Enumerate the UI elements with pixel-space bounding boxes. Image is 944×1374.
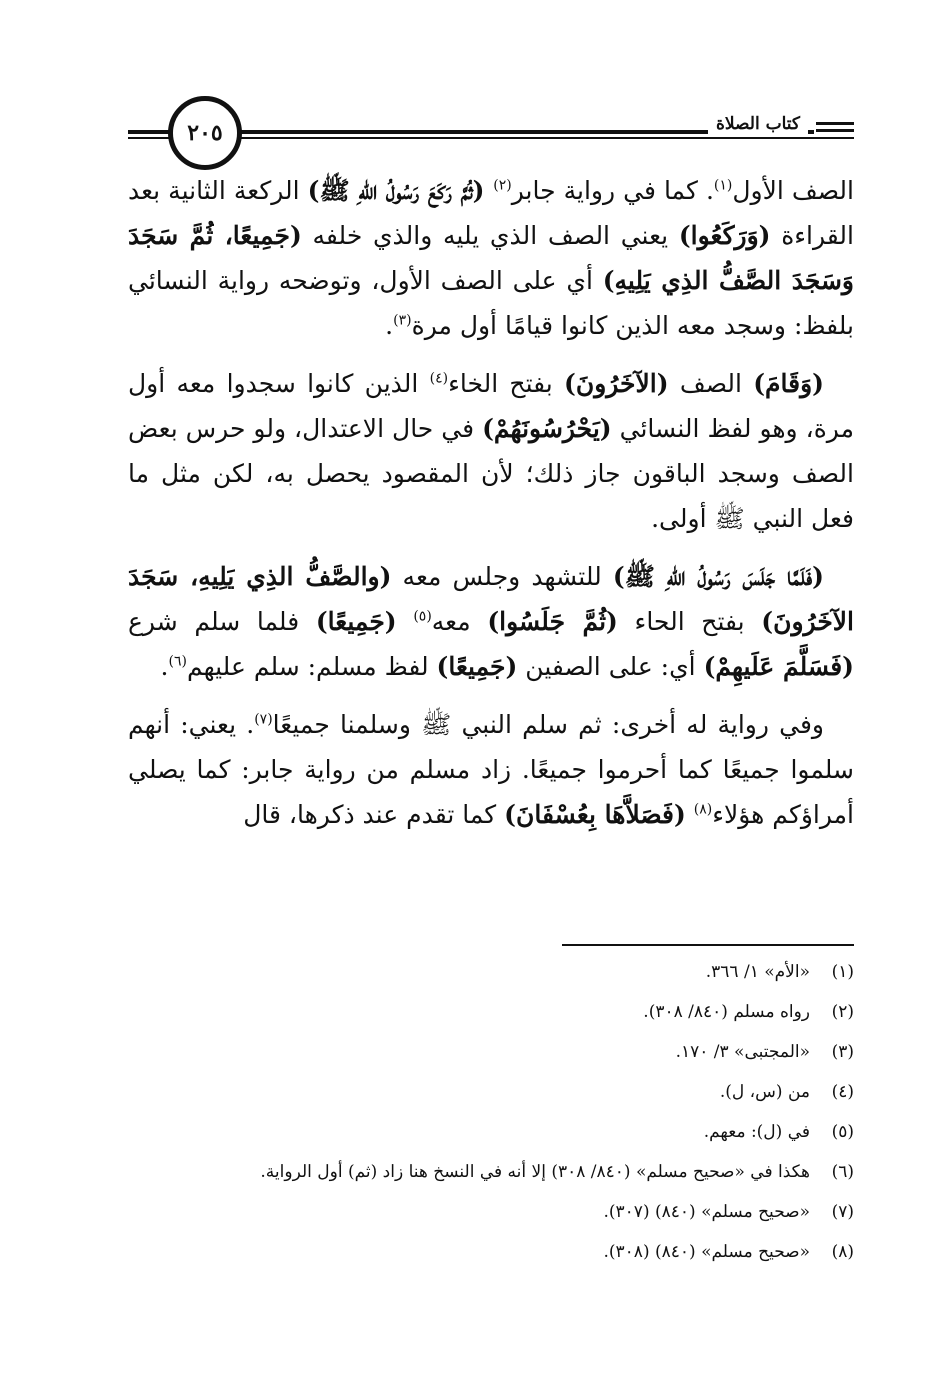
footnote-text: «صحيح مسلم» (٨٤٠) (٣٠٨).: [603, 1242, 810, 1262]
footnote-number: (٧): [831, 1202, 854, 1222]
hadith-quote: (وَرَكَعُوا): [678, 221, 771, 250]
page-header: [128, 92, 854, 172]
hadith-quote: (يَحْرُسُونَهُمْ): [482, 414, 612, 443]
footnote-text: هكذا في «صحيح مسلم» (٨٤٠/ ٣٠٨) إلا أنه في النسخ هنا زاد (ثم) أول الرواية.: [260, 1162, 810, 1182]
paragraph: [128, 168, 854, 348]
commentary-text: . يعني: أنهم سلموا جميعًا كما أحرموا جميعًا. زاد مسلم من رواية جابر: كما يصلي أمراؤكم هؤلاء: [128, 710, 854, 829]
commentary-text: في حال الاعتدال، ولو حرس بعض الصف وسجد الباقون جاز ذلك؛ لأن المقصود يحصل به، لكن مثل ما فعل النبي ﷺ أولى.: [128, 414, 854, 533]
footnote-separator: [562, 944, 854, 946]
footnote-marker: (٨): [693, 801, 713, 818]
header-rule-left: [128, 130, 172, 134]
main-text: [128, 168, 854, 850]
footnotes: [128, 952, 854, 1272]
commentary-text: الصف الأول: [732, 176, 854, 205]
paragraph: [128, 554, 854, 689]
footnote-marker: (٥): [413, 608, 432, 625]
header-ornament: [814, 120, 854, 134]
commentary-text: وفي رواية له أخرى: ثم سلم النبي ﷺ وسلمنا جميعًا: [272, 710, 824, 739]
commentary-text: أي: على الصفين: [517, 652, 704, 681]
commentary-text: كما تقدم عند ذكرها، قال: [243, 800, 505, 829]
commentary-text: لفظ مسلم: سلم عليهم: [186, 652, 437, 681]
commentary-text: الصف: [668, 369, 754, 398]
page-number: ٢٠٥: [168, 96, 242, 170]
hadith-quote: (الآخَرُونَ): [564, 369, 669, 398]
footnote-marker: (٤): [429, 370, 449, 387]
commentary-text: الذين كانوا سجدوا معه أول مرة، وهو لفظ النسائي: [128, 369, 854, 443]
commentary-text: بفتح الحاء: [617, 607, 762, 636]
footnote: [128, 1112, 854, 1152]
hadith-quote: (فَصَلاَّهَا بِعُسْفَانَ): [504, 800, 686, 829]
hadith-quote: (وَقَامَ): [753, 369, 824, 398]
footnote: [128, 1072, 854, 1112]
commentary-text: يعني الصف الذي يليه والذي خلفه: [301, 221, 679, 250]
hadith-quote: (جَمِيعًا): [315, 607, 397, 636]
hadith-quote: (جَمِيعًا، ثُمَّ سَجَدَ وَسَجَدَ الصَّفُّ الذِي يَلِيهِ): [128, 221, 854, 295]
paragraph: [128, 361, 854, 541]
footnote-marker: (١): [713, 177, 733, 194]
footnote-marker: (٣): [393, 312, 412, 329]
commentary-text: للتشهد وجلس معه: [391, 562, 613, 591]
footnote: [128, 1152, 854, 1192]
footnote-text: «المجتبى» ٣/ ١٧٠.: [675, 1042, 810, 1062]
commentary-text: . كما في رواية جابر: [511, 176, 714, 205]
footnote-text: «الأم» ١/ ٣٦٦.: [705, 962, 810, 982]
footnote-number: (٦): [831, 1162, 854, 1182]
footnote-text: «صحيح مسلم» (٨٤٠) (٣٠٧).: [603, 1202, 810, 1222]
footnote-text: رواه مسلم (٨٤٠/ ٣٠٨).: [643, 1002, 810, 1022]
footnote-number: (٣): [831, 1042, 854, 1062]
hadith-quote: (فَلَمَّا جَلَسَ رَسُولُ اللهِ ﷺ): [612, 562, 824, 591]
footnote-number: (٤): [831, 1082, 854, 1102]
footnote-text: من (س، ل).: [719, 1082, 810, 1102]
commentary-text: معه: [431, 607, 488, 636]
commentary-text: .: [385, 311, 394, 340]
hadith-quote: (ثُمَّ رَكَعَ رَسُولُ اللهِ ﷺ): [307, 176, 494, 205]
footnote-marker: (٦): [168, 653, 187, 670]
footnote-marker: (٧): [254, 711, 273, 728]
running-title: كتاب الصلاة: [708, 114, 808, 134]
footnote-number: (٥): [831, 1122, 854, 1142]
commentary-text: أي على الصف الأول، وتوضحه رواية النسائي بلفظ: وسجد معه الذين كانوا قيامًا أول مرة: [128, 266, 854, 340]
commentary-text: .: [160, 652, 169, 681]
footnote-text: في (ل): معهم.: [703, 1122, 810, 1142]
commentary-text: الركعة الثانية بعد القراءة: [128, 176, 854, 250]
footnote: [128, 1192, 854, 1232]
footnote-number: (٢): [831, 1002, 854, 1022]
footnote-number: (٨): [831, 1242, 854, 1262]
footnote: [128, 992, 854, 1032]
footnote: [128, 1032, 854, 1072]
footnote-marker: (٢): [493, 177, 512, 194]
commentary-text: [397, 607, 414, 636]
hadith-quote: (والصَّفُّ الذِي يَلِيهِ، سَجَدَ الآخَرُونَ): [128, 562, 854, 636]
footnote: [128, 1232, 854, 1272]
footnote: [128, 952, 854, 992]
commentary-text: فلما سلم شرع: [128, 607, 316, 636]
header-rule-thin: [228, 137, 854, 139]
footnote-number: (١): [831, 962, 854, 982]
hadith-quote: (ثُمَّ جَلَسُوا): [487, 607, 618, 636]
paragraph: [128, 702, 854, 837]
hadith-quote: (جَمِيعًا): [436, 652, 518, 681]
commentary-text: بفتح الخاء: [448, 369, 564, 398]
hadith-quote: (فَسَلَّمَ عَلَيهِمْ): [703, 652, 854, 681]
header-rule-left-thin: [128, 137, 172, 139]
commentary-text: [686, 800, 694, 829]
